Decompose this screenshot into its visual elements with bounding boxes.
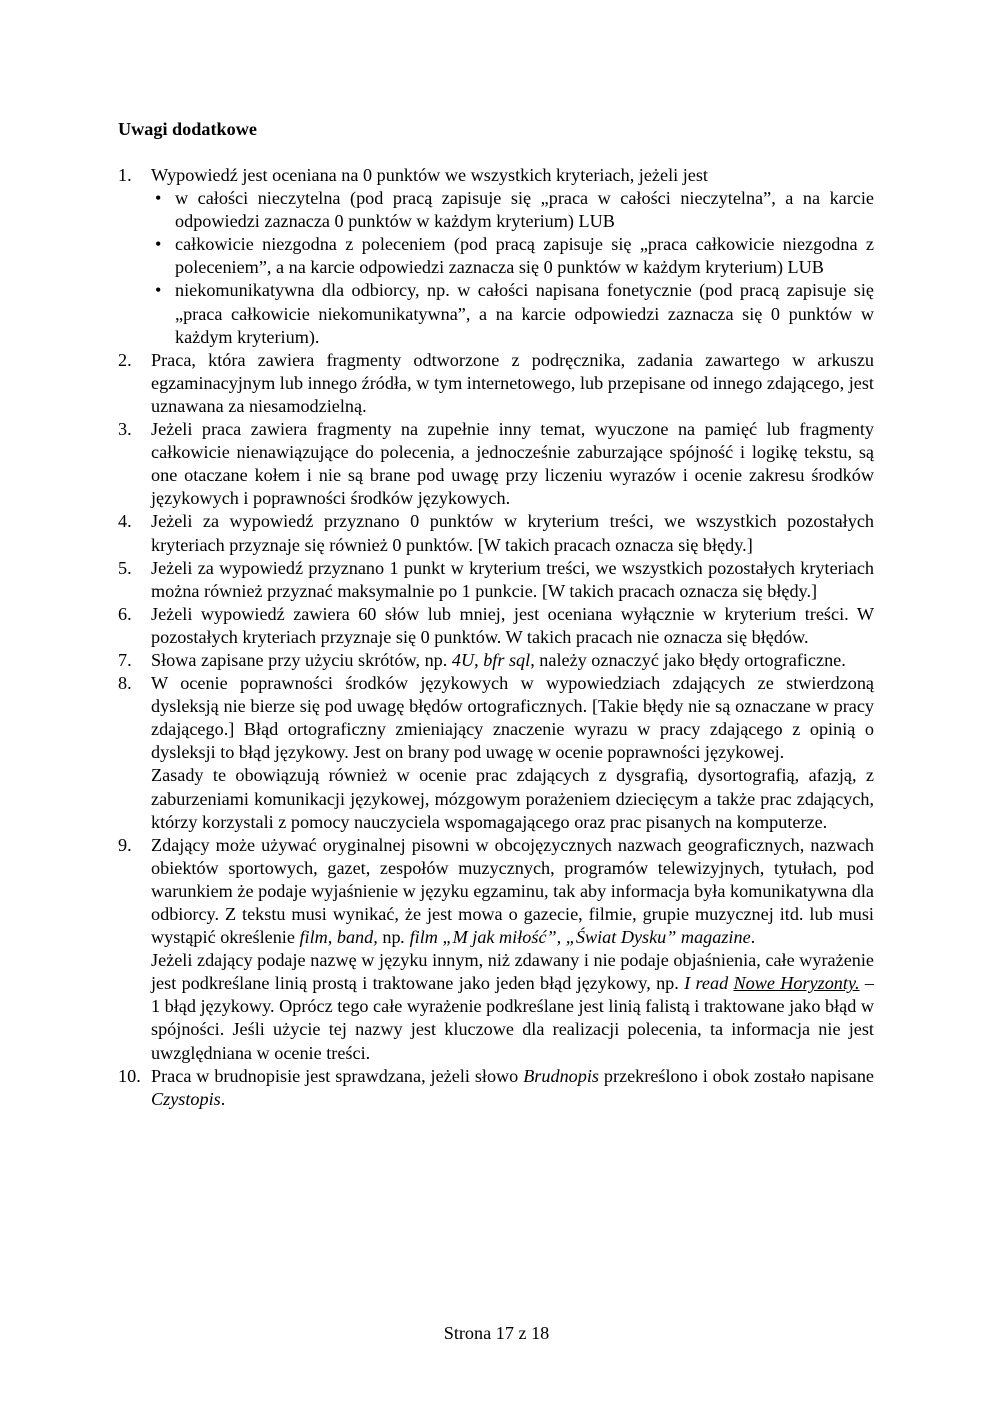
- text-run: .: [750, 927, 756, 948]
- bullet-text: niekomunikatywna dla odbiorcy, np. w całości napisana fonetycznie (pod pracą zapisuje się „praca całkowicie niekomunikatywna”, a na karcie odpowiedzi zaznacza się 0 punktów w każdym kryterium).: [175, 280, 874, 347]
- item-number: 3.: [118, 419, 132, 440]
- list-item-4: [118, 510, 874, 556]
- bullet-item: [151, 279, 874, 348]
- text-run: przekreślono i obok zostało napisane: [598, 1065, 874, 1086]
- item-text: Praca, która zawiera fragmenty odtworzone z podręcznika, zadania zawartego w arkuszu egzaminacyjnym lub innego źródła, w tym internetowego, lub przepisane od innego zdającego, jest uznawana za niesamodzielną.: [151, 349, 874, 416]
- list-item-2: [118, 349, 874, 418]
- text-run: Zdający może używać oryginalnej pisowni w obcojęzycznych nazwach geograficznych, nazwach obiektów sportowych, gazet, zespołów muzycznych, programów telewizyjnych, tytułach, pod warunkiem że podaje wyjaśnienie w języku egzaminu, tak aby informacja była komunikatywna dla odbiorcy. Z tekstu musi wynikać, że jest mowa o gazecie, filmie, grupie muzycznej itd. lub musi wystąpić określenie: [151, 834, 874, 948]
- bullet-item: [151, 187, 874, 233]
- remarks-list: [118, 164, 874, 1111]
- italic-run: Brudnopis: [523, 1065, 599, 1086]
- text-run: np: [377, 927, 401, 948]
- item-text: Zasady te obowiązują również w ocenie prac zdających z dysgrafią, dysortografią, afazją, z zaburzeniami komunikacji językowej, mózgowym porażeniem dziecięcym a także prac zdających, którzy korzystali z pomocy nauczyciela wspomagającego oraz prac pisanych na komputerze.: [151, 765, 874, 832]
- item-text: W ocenie poprawności środków językowych w wypowiedziach zdających ze stwierdzoną dysleksją nie bierze się pod uwagę błędów ortograficznych. [Takie błędy nie są oznaczane w pracy zdającego.] Błąd ortograficzny zmieniający znaczenie wyrazu w pracy zdającego z opinią o dysleksji to błąd językowy. Jest on brany pod uwagę w ocenie poprawności językowej.: [151, 673, 874, 763]
- item-number: 1.: [118, 165, 132, 185]
- item-text: [151, 1065, 874, 1111]
- item-number: 6.: [118, 603, 132, 624]
- item-text: Jeżeli wypowiedź zawiera 60 słów lub mniej, jest oceniana wyłącznie w kryterium treści. W pozostałych kryteriach przyznaje się 0 punktów. W takich pracach nie oznacza się błędów.: [151, 603, 874, 647]
- italic-run: I read: [684, 973, 734, 994]
- underlined-example: Nowe Horyzonty.: [733, 973, 860, 994]
- list-item-8: [118, 672, 874, 834]
- page-number: Strona 17 z 18: [443, 1323, 550, 1343]
- text-run: Praca w brudnopisie jest sprawdzana, jeżeli słowo: [151, 1065, 524, 1086]
- bullet-icon: •: [155, 280, 162, 301]
- item-text: [151, 949, 874, 1064]
- italic-run: Czystopis: [151, 1088, 221, 1109]
- item-number: 7.: [118, 649, 132, 670]
- text-run: , należy oznaczyć jako błędy ortograficzne.: [530, 649, 846, 670]
- italic-underline-run: [734, 973, 860, 993]
- italic-run: bfr sql: [483, 649, 531, 670]
- bullet-list: [151, 187, 874, 349]
- list-item-3: [118, 418, 874, 510]
- item-text: Jeżeli praca zawiera fragmenty na zupełnie inny temat, wyuczone na pamięć lub fragmenty całkowicie nienawiązujące do polecenia, a jednocześnie zaburzające spójność i logikę tekstu, są one otaczane kołem i nie są brane pod uwagę przy liczeniu wyrazów i ocenie zakresu środków językowych i poprawności środków językowych.: [151, 419, 874, 509]
- item-number: 4.: [118, 511, 132, 532]
- bullet-item: [151, 233, 874, 279]
- text-run: .: [220, 1088, 226, 1109]
- text-run: Słowa zapisane przy użyciu skrótów, np.: [151, 649, 452, 670]
- bullet-icon: •: [155, 234, 162, 255]
- item-number: 5.: [118, 557, 132, 578]
- italic-run: film, band,: [299, 927, 378, 948]
- list-item-10: [118, 1065, 874, 1111]
- item-number: 9.: [118, 834, 132, 855]
- italic-run: 4U: [451, 649, 475, 670]
- item-text: Jeżeli za wypowiedź przyznano 1 punkt w kryterium treści, we wszystkich pozostałych kryteriach można również przyznać maksymalnie po 1 punkcie. [W takich pracach oznacza się błędy.]: [151, 557, 874, 601]
- item-text: [151, 649, 874, 672]
- list-item-9: [118, 834, 874, 1065]
- list-item-7: [118, 649, 874, 672]
- list-item-1: [118, 164, 874, 349]
- list-item-5: [118, 557, 874, 603]
- item-number: 10.: [118, 1065, 141, 1086]
- text-run: – 1 błąd językowy. Oprócz tego całe wyrażenie podkreślane jest linią falistą i traktowane jako błąd w spójności. Jeśli użycie tej nazwy jest kluczowe dla realizacji polecenia, ta informacja nie jest uwzględniana w ocenie treści.: [151, 973, 875, 1063]
- bullet-icon: •: [155, 188, 162, 209]
- text-run: Jeżeli zdający podaje nazwę w języku innym, niż zdawany i nie podaje objaśnienia, całe wyrażenie jest podkreślane linią prostą i traktowane jako jeden błąd językowy, np.: [151, 950, 874, 994]
- item-text: [151, 834, 874, 949]
- item-number: 8.: [118, 673, 132, 694]
- section-heading: Uwagi dodatkowe: [118, 119, 257, 139]
- text-run: ,: [474, 649, 484, 670]
- bullet-text: w całości nieczytelna (pod pracą zapisuje się „praca w całości nieczytelna”, a na karcie odpowiedzi zaznacza 0 punktów w każdym kryterium) LUB: [175, 188, 874, 232]
- item-text: Wypowiedź jest oceniana na 0 punktów we wszystkich kryteriach, jeżeli jest: [151, 165, 708, 185]
- list-item-6: [118, 603, 874, 649]
- italic-run: . film „M jak miłość”, „Świat Dysku” magazine: [400, 927, 751, 948]
- item-text: Jeżeli za wypowiedź przyznano 0 punktów w kryterium treści, we wszystkich pozostałych kryteriach przyznaje się również 0 punktów. [W takich pracach oznacza się błędy.]: [151, 511, 874, 555]
- item-number: 2.: [118, 349, 132, 370]
- bullet-text: całkowicie niezgodna z poleceniem (pod pracą zapisuje się „praca całkowicie niezgodna z poleceniem”, a na karcie odpowiedzi zaznacza się 0 punktów w każdym kryterium) LUB: [175, 234, 874, 278]
